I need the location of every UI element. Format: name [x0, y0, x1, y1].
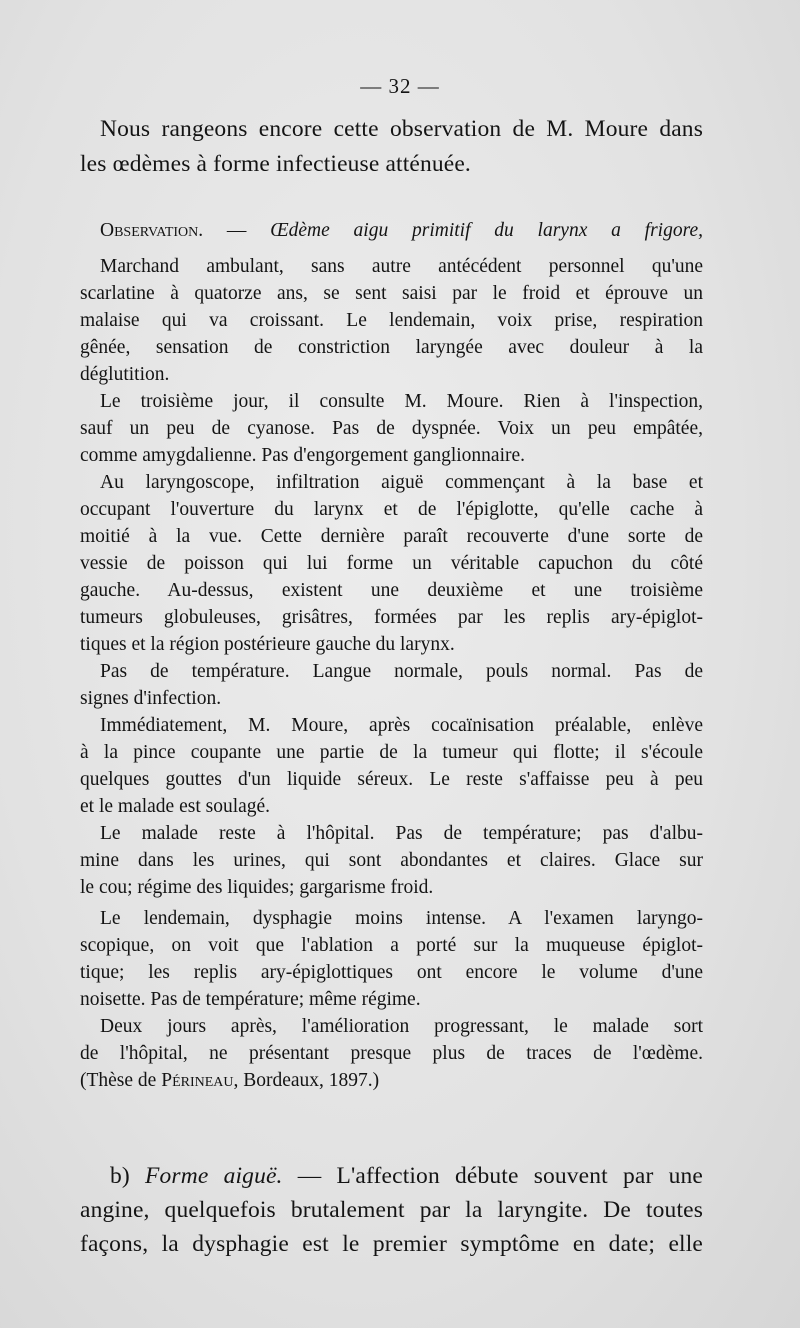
body-line: sauf un peu de cyanose. Pas de dyspnée. Voix un peu empâtée,	[80, 418, 703, 439]
body-line: gênée, sensation de constriction laryngée avec douleur à la	[80, 337, 703, 358]
body-line: occupant l'ouverture du larynx et de l'épiglotte, qu'elle cache à	[80, 499, 703, 520]
body-line: signes d'infection.	[80, 688, 222, 709]
citation-close: , Bordeaux, 1897.)	[233, 1070, 380, 1091]
intro-line-1: Nous rangeons encore cette observation de M. Moure dans	[100, 116, 703, 142]
observation-title: Œdème aigu primitif du larynx a frigore,	[270, 220, 703, 241]
body-line: et le malade est soulagé.	[80, 796, 271, 817]
body-line: le cou; régime des liquides; gargarisme froid.	[80, 877, 434, 898]
body-line: Au laryngoscope, infiltration aiguë commençant à la base et	[100, 472, 703, 493]
body-line: Pas de température. Langue normale, pouls normal. Pas de	[100, 661, 703, 682]
observation-label: Observation.	[100, 220, 204, 241]
body-line: gauche. Au-dessus, existent une deuxième et une troisième	[80, 580, 703, 601]
body-line: moitié à la vue. Cette dernière paraît recouverte d'une sorte de	[80, 526, 703, 547]
body-line: tique; les replis ary-épiglottiques ont encore le volume d'une	[80, 962, 703, 983]
body-line: quelques gouttes d'un liquide séreux. Le reste s'affaisse peu à peu	[80, 769, 703, 790]
body-line: à la pince coupante une partie de la tumeur qui flotte; il s'écoule	[80, 742, 703, 763]
section-b-label: b)	[110, 1163, 146, 1189]
citation	[80, 1070, 703, 1092]
body-line: tumeurs globuleuses, grisâtres, formées par les replis ary-épiglot-	[80, 607, 703, 628]
body-line: Marchand ambulant, sans autre antécédent personnel qu'une	[100, 256, 703, 277]
body-line: mine dans les urines, qui sont abondantes et claires. Glace sur	[80, 850, 703, 871]
body-line: malaise qui va croissant. Le lendemain, voix prise, respiration	[80, 310, 703, 331]
section-b-line: façons, la dysphagie est le premier symptôme en date; elle	[80, 1231, 703, 1257]
body-line: noisette. Pas de température; même régime.	[80, 989, 421, 1010]
citation-author: Périneau	[161, 1070, 234, 1091]
body-line: Le lendemain, dysphagie moins intense. A l'examen laryngo-	[100, 908, 703, 929]
body-line: Le troisième jour, il consulte M. Moure. Rien à l'inspection,	[100, 391, 703, 412]
intro-line-2: les œdèmes à forme infectieuse atténuée.	[80, 151, 471, 177]
section-b-heading	[110, 1163, 703, 1190]
body-line: de l'hôpital, ne présentant presque plus de traces de l'œdème.	[80, 1043, 703, 1064]
observation-heading	[100, 220, 703, 242]
section-b-title: Forme aiguë.	[145, 1163, 283, 1189]
page-number: — 32 —	[360, 74, 440, 98]
body-line: comme amygdalienne. Pas d'engorgement ganglionnaire.	[80, 445, 526, 466]
body-line: déglutition.	[80, 364, 170, 385]
body-line: Deux jours après, l'amélioration progressant, le malade sort	[100, 1016, 703, 1037]
section-b-first-line: — L'affection débute souvent par une	[282, 1163, 703, 1189]
citation-open: (Thèse de	[80, 1070, 162, 1091]
body-line: Immédiatement, M. Moure, après cocaïnisation préalable, enlève	[100, 715, 703, 736]
body-line: Le malade reste à l'hôpital. Pas de température; pas d'albu-	[100, 823, 703, 844]
body-line: scopique, on voit que l'ablation a porté sur la muqueuse épiglot-	[80, 935, 703, 956]
body-line: tiques et la région postérieure gauche du larynx.	[80, 634, 455, 655]
body-line: scarlatine à quatorze ans, se sent saisi par le froid et éprouve un	[80, 283, 703, 304]
observation-dash: —	[203, 220, 271, 241]
section-b-line: angine, quelquefois brutalement par la laryngite. De toutes	[80, 1197, 703, 1223]
body-line: vessie de poisson qui lui forme un véritable capuchon du côté	[80, 553, 703, 574]
